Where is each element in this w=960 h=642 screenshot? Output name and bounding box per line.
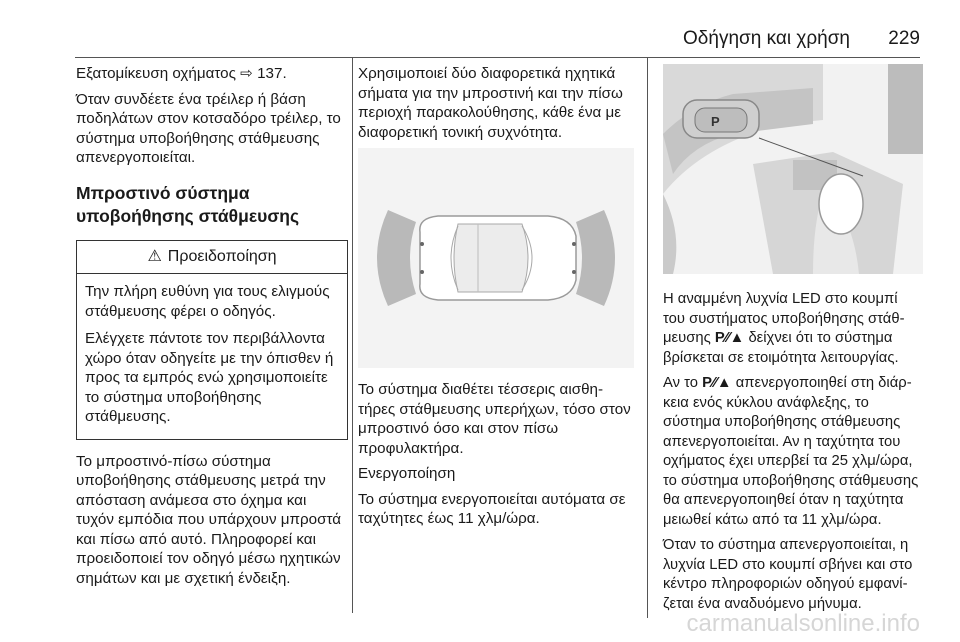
warning-icon: ⚠	[147, 247, 162, 265]
parking-assist-icon: P	[702, 375, 712, 391]
subheading: Ενεργοποίηση	[358, 465, 456, 482]
text-segment: απενεργοποιηθεί στη διάρκεια ενός κύκλου ανάφλεξης, το σύστημα υποβοήθησης στάθμευσης απενεργοποιείται. Αν η ταχύτητα του οχήματος έχει υπερβεί τα 25 χλμ/ώρα, το σύστημα υποβοήθησης στάθμευσης θα απενεργοποιηθεί όταν η ταχύτητα μειωθεί κάτω από τα 11 χλμ/ώρα.	[663, 375, 919, 528]
cross-reference	[76, 64, 348, 84]
column-1	[76, 64, 348, 594]
text-segment: Η αναμμένη λυχνία LED στο κουμπί του συστήματος υποβοήθησης στάθμευσης	[663, 291, 905, 346]
arrow-icon: ⇨	[240, 65, 253, 82]
paragraph: Το μπροστινό-πίσω σύστημα υποβοήθησης στάθμευσης μετρά την απόσταση ανάμεσα στο όχημα και τυχόν εμπόδια που υπάρχουν μπροστά και πίσω από αυτό. Πληροφορεί και προειδοποιεί τον οδηγό μέσω ηχητικών σημάτων και με σχετική ένδειξη.	[76, 452, 342, 587]
column-divider-2	[647, 58, 648, 618]
svg-text:P: P	[711, 114, 720, 129]
paragraph: Το σύστημα ενεργοποιείται αυτόματα σε ταχύτητες έως 11 χλμ/ώρα.	[358, 490, 626, 527]
watermark: carmanualsonline.info	[686, 610, 920, 637]
warning-body	[77, 274, 347, 439]
parking-assist-icon-waves: ⁄⁄▲	[724, 330, 745, 346]
column-divider-1	[352, 58, 353, 613]
page-header-title: Οδήγηση και χρήση	[683, 28, 850, 49]
paragraph: Το σύστημα διαθέτει τέσσερις αισθητήρες στάθμευσης υπερήχων, τόσο στον μπροστινό όσο και στον πίσω προφυλακτήρα.	[358, 381, 631, 457]
warning-header	[77, 241, 347, 275]
ref-text: Εξατομίκευση οχήματος	[76, 65, 236, 82]
parking-assist-icon: P	[714, 330, 725, 346]
text-segment: Αν το	[663, 375, 698, 391]
warning-paragraph-1: Την πλήρη ευθύνη για τους ελιγμούς στάθμευσης φέρει ο οδηγός.	[85, 283, 330, 320]
paragraph: Χρησιμοποιεί δύο διαφορετικά ηχητικά σήματα για την μπροστινή και την πίσω περιοχή παρακολούθησης, κάθε ένα με διαφορετική τονική συχνότητα.	[358, 65, 623, 141]
ref-page: 137.	[257, 65, 287, 82]
parking-sensor-diagram	[358, 148, 634, 368]
text-segment: δείχνει ότι το σύστημα βρίσκεται σε ετοιμότητα λειτουργίας.	[663, 330, 899, 366]
page-number: 229	[888, 28, 920, 49]
paragraph: Όταν το σύστημα απενεργοποιείται, η λυχνία LED στο κουμπί σβήνει και στο κέντρο πληροφοριών οδηγού εμφανίζεται ένα αναδυόμενο μήνυμα.	[663, 537, 913, 612]
paragraph: Όταν συνδέετε ένα τρέιλερ ή βάση ποδηλάτων στον κοτσαδόρο τρέιλερ, το σύστημα υποβοήθησης στάθμευσης απενεργοποιείται.	[76, 90, 341, 166]
paragraph	[663, 374, 923, 530]
heading-line-1: Μπροστινό σύστημα	[76, 182, 250, 203]
paragraph	[663, 290, 923, 368]
header-rule	[75, 57, 920, 58]
warning-paragraph-2: Ελέγχετε πάντοτε τον περιβάλλοντα χώρο όταν οδηγείτε με την όπισθεν ή προς τα εμπρός ενώ χρησιμοποιείτε το σύστημα υποβοήθησης στάθμευσης.	[85, 330, 334, 425]
warning-box	[76, 240, 348, 440]
column-3	[663, 64, 923, 620]
column-2	[358, 64, 634, 535]
parking-button-photo	[663, 64, 923, 274]
heading-line-2: υποβοήθησης στάθμευσης	[76, 205, 300, 226]
warning-title: Προειδοποίηση	[167, 247, 277, 265]
parking-assist-icon-waves: ⁄⁄▲	[711, 375, 732, 391]
section-heading	[76, 182, 348, 228]
